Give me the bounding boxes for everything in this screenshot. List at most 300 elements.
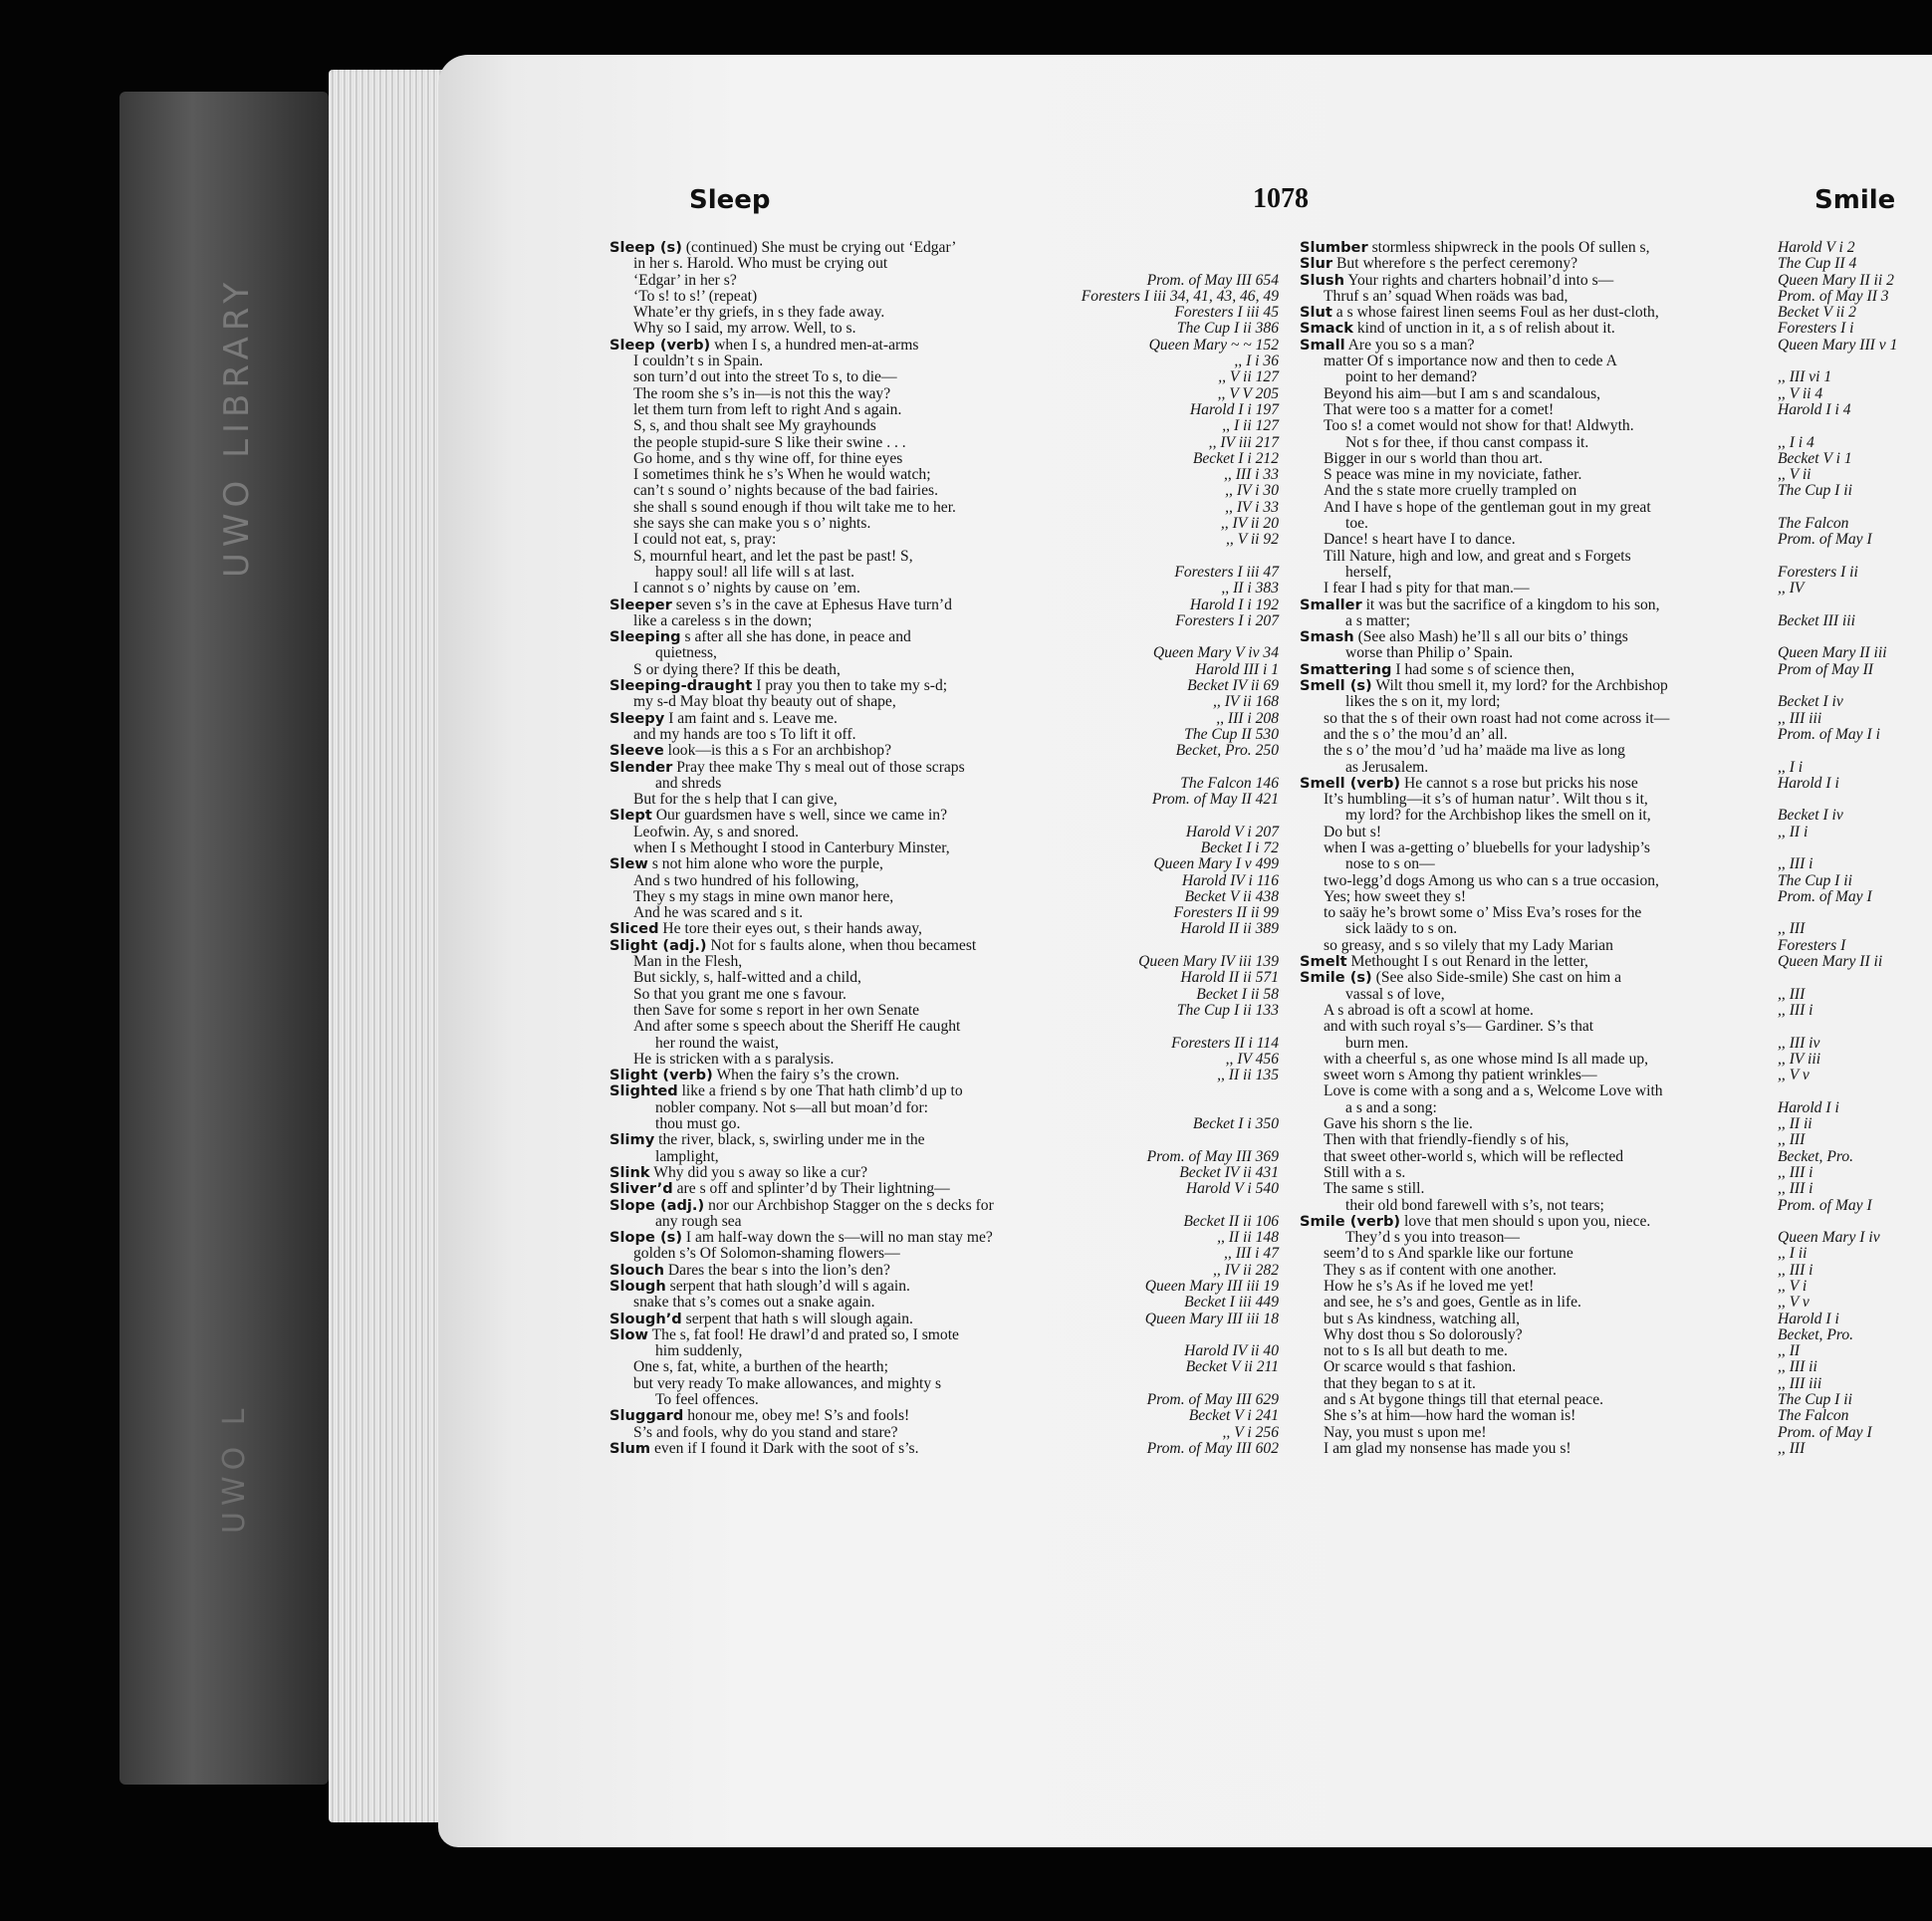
quotation: and shreds (655, 774, 722, 792)
quotation: and s At bygone things till that eternal peace. (1324, 1391, 1604, 1409)
citation-ref: ,, IV iii 217 (1208, 433, 1279, 451)
quotation: Beyond his aim—but I am s and scandalous, (1324, 384, 1601, 402)
entry-text (633, 825, 799, 840)
entry-text (609, 1132, 925, 1148)
entry-text (655, 1392, 759, 1408)
entry-text (1324, 386, 1600, 402)
citation-ref: Becket I iv (1778, 807, 1843, 825)
index-entry-line (1300, 1343, 1932, 1359)
index-entry-line (1300, 532, 1932, 548)
headword: Sleep (s) (609, 239, 682, 256)
entry-text (609, 629, 911, 645)
citation-ref: ,, III i 47 (1224, 1245, 1279, 1263)
citation-ref: ,, III i (1778, 1261, 1813, 1279)
entry-text (1324, 1181, 1424, 1197)
quotation: Leofwin. Ay, s and snored. (633, 823, 800, 840)
quotation: Not for s faults alone, when thou becamest (710, 936, 977, 954)
headword: Sleeper (609, 596, 672, 613)
citation-ref: Harold II ii 571 (1180, 969, 1279, 987)
citation-ref: Queen Mary IV iii 139 (1138, 953, 1279, 971)
entry-text (1324, 451, 1543, 467)
entry-text (1324, 889, 1466, 905)
index-entry-line (1300, 354, 1932, 369)
index-entry-line (1300, 598, 1932, 613)
index-entry-line (1300, 565, 1932, 581)
quotation: worse than Philip o’ Spain. (1345, 644, 1514, 662)
entry-text (633, 970, 861, 986)
citation-ref: ,, V V 205 (1217, 384, 1279, 402)
headword: Slouch (609, 1261, 664, 1279)
citation-ref: Queen Mary I v 499 (1153, 855, 1279, 873)
quotation: But wherefore s the perfect ceremony? (1336, 255, 1578, 273)
quotation: But sickly, s, half-witted and a child, (633, 969, 861, 987)
entry-text (1324, 1441, 1571, 1457)
index-entry-line (1300, 402, 1932, 418)
entry-text (1345, 645, 1513, 661)
entry-text (633, 905, 803, 921)
index-entry-line (609, 1279, 1279, 1295)
index-entry-line (1300, 1359, 1932, 1375)
quotation: vassal s of love, (1345, 985, 1445, 1003)
index-entry-line (1300, 1425, 1932, 1441)
quotation: she shall s sound enough if thou wilt take me to her. (633, 498, 956, 516)
index-entry-line (1300, 873, 1932, 889)
index-entry-line (609, 354, 1279, 369)
index-entry-line (1300, 240, 1932, 256)
citation-ref: ,, IV (1778, 580, 1805, 598)
quotation: a s matter; (1345, 611, 1410, 629)
citation-ref: Becket IV ii 431 (1179, 1163, 1279, 1181)
quotation: like a careless s in the down; (633, 611, 813, 629)
citation-ref: The Cup I ii 133 (1176, 1001, 1279, 1019)
quotation: with a cheerful s, as one whose mind Is all made up, (1324, 1050, 1649, 1068)
entry-text (1324, 792, 1648, 808)
quotation: Man in the Flesh, (633, 953, 743, 971)
index-entry-line (1300, 840, 1932, 856)
citation-ref: Becket V i 241 (1188, 1407, 1279, 1425)
citation-ref: Foresters II ii 99 (1173, 904, 1279, 922)
index-entry-line (609, 921, 1279, 937)
entry-text (1300, 776, 1638, 792)
index-entry-line (609, 1083, 1279, 1099)
index-entry-line (609, 1003, 1279, 1019)
index-entry-line (1300, 921, 1932, 937)
index-entry-line (609, 598, 1279, 613)
quotation: that they began to s at it. (1324, 1374, 1476, 1392)
entry-text (1324, 418, 1634, 434)
citation-ref: ,, III (1778, 920, 1806, 938)
index-entry-line (1300, 613, 1932, 629)
entry-text (1324, 1312, 1520, 1327)
quotation: like a friend s by one That hath climb’d up to (681, 1082, 963, 1100)
index-entry-line (609, 369, 1279, 385)
index-entry-line (1300, 776, 1932, 792)
quotation: And after some s speech about the Sheriff He caught (633, 1018, 961, 1036)
quotation: Still with a s. (1324, 1163, 1406, 1181)
entry-text (1324, 549, 1631, 565)
entry-text (1345, 1230, 1520, 1246)
citation-ref: Prom. of May I (1778, 531, 1872, 549)
quotation: so greasy, and s so vilely that my Lady Marian (1324, 936, 1613, 954)
left-column (609, 240, 1279, 1457)
citation-ref: ,, V ii 4 (1778, 384, 1823, 402)
quotation: Pray thee make Thy s meal out of those scraps (676, 758, 965, 776)
quotation: nobler company. Not s—all but moan’d for: (655, 1098, 928, 1116)
index-entry-line (609, 1343, 1279, 1359)
index-entry-line (1300, 451, 1932, 467)
quotation: kind of unction in it, a s of relish about it. (1356, 320, 1615, 338)
index-entry-line (609, 792, 1279, 808)
quotation: herself, (1345, 563, 1392, 581)
entry-text (1345, 1198, 1604, 1214)
entry-text (1345, 1036, 1408, 1052)
entry-text (1345, 987, 1445, 1003)
entry-text (1324, 1327, 1523, 1343)
citation-ref: ,, II ii 135 (1217, 1067, 1279, 1084)
index-entry-line (609, 1052, 1279, 1068)
quotation: when I was a-getting o’ bluebells for your ladyship’s (1324, 839, 1650, 856)
citation-ref: Queen Mary ~ ~ 152 (1148, 336, 1279, 354)
quotation: my s-d May bloat thy beauty out of shape, (633, 693, 896, 711)
quotation: serpent that hath slough’d will s again. (669, 1278, 910, 1295)
citation-ref: Harold III i 1 (1195, 660, 1279, 678)
index-entry-line (609, 402, 1279, 418)
citation-ref: ,, V ii 92 (1226, 531, 1279, 549)
entry-text (633, 1376, 941, 1392)
citation-ref: Becket, Pro. 250 (1175, 742, 1279, 760)
entry-text (1324, 354, 1617, 369)
index-entry-line (609, 613, 1279, 629)
quotation: I fear I had s pity for that man.— (1324, 580, 1530, 598)
index-entry-line (609, 256, 1279, 272)
index-entry-line (1300, 743, 1932, 759)
quotation: S, s, and thou shalt see My grayhounds (633, 417, 876, 435)
citation-ref: ,, III (1778, 1131, 1806, 1149)
quotation: Are you so s a man? (1347, 336, 1475, 354)
citation-ref: Queen Mary II ii 2 (1778, 271, 1894, 289)
entry-text (1300, 678, 1668, 694)
index-entry-line (609, 1263, 1279, 1279)
entry-text (1300, 598, 1660, 613)
index-entry-line (1300, 321, 1932, 337)
entry-text (1300, 240, 1650, 256)
entry-text (1324, 1263, 1557, 1279)
index-entry-line (1300, 678, 1932, 694)
headword: Small (1300, 336, 1345, 354)
spine-label-lower: UWO L (217, 1402, 252, 1534)
index-entry-line (1300, 1279, 1932, 1295)
quotation: that sweet other-world s, which will be reflected (1324, 1147, 1624, 1165)
index-entry-line (609, 825, 1279, 840)
index-entry-line (609, 760, 1279, 776)
index-entry-line (1300, 970, 1932, 986)
index-entry-line (609, 305, 1279, 321)
quotation: The same s still. (1324, 1180, 1425, 1198)
index-entry-line (1300, 549, 1932, 565)
running-head-right: Smile (1814, 185, 1896, 215)
page-number: 1078 (1253, 183, 1309, 214)
entry-text (655, 1343, 742, 1359)
entry-text (1345, 613, 1410, 629)
citation-ref: ,, II ii (1778, 1115, 1812, 1133)
entry-text (1345, 435, 1588, 451)
index-entry-line (609, 711, 1279, 727)
citation-ref: ,, III i 33 (1224, 466, 1279, 484)
index-entry-line (609, 483, 1279, 499)
entry-text (1300, 629, 1628, 645)
index-entry-line (1300, 1003, 1932, 1019)
quotation: nose to s on— (1345, 855, 1435, 873)
citation-ref: Foresters I i (1778, 320, 1854, 338)
entry-text (1324, 873, 1659, 889)
citation-ref: ,, I ii (1778, 1245, 1808, 1263)
entry-text (1324, 1295, 1581, 1311)
quotation: and my hands are too s To lift it off. (633, 725, 856, 743)
quotation: she says she can make you s o’ nights. (633, 515, 871, 533)
citation-ref: Prom. of May II 421 (1151, 791, 1279, 809)
entry-text (1324, 1149, 1623, 1165)
entry-text (1324, 467, 1581, 483)
citation-ref: ,, V ii (1778, 466, 1811, 484)
quotation: They’d s you into treason— (1345, 1229, 1520, 1247)
citation-ref: ,, IV i 33 (1225, 498, 1279, 516)
headword: Slush (1300, 271, 1344, 289)
citation-ref: ,, III iii (1778, 1374, 1822, 1392)
index-entry-line (609, 1230, 1279, 1246)
index-entry-line (609, 1019, 1279, 1035)
entry-text (1345, 921, 1457, 937)
quotation: Wilt thou smell it, my lord? for the Archbishop (1375, 677, 1668, 695)
index-entry-line (1300, 889, 1932, 905)
index-entry-line (1300, 435, 1932, 451)
index-entry-line (609, 1132, 1279, 1148)
quotation: They s my stags in mine own manor here, (633, 887, 894, 905)
citation-ref: ,, III iii (1778, 709, 1822, 727)
entry-text (609, 1441, 919, 1457)
citation-ref: The Cup I ii (1778, 482, 1852, 500)
headword: Slur (1300, 255, 1333, 273)
entry-text (633, 418, 876, 434)
index-entry-line (609, 954, 1279, 970)
entry-text (609, 678, 947, 694)
citation-ref: Queen Mary V iv 34 (1152, 644, 1279, 662)
citation-ref: ,, V v (1778, 1294, 1810, 1312)
headword: Smaller (1300, 596, 1362, 613)
entry-text (609, 743, 891, 759)
citation-ref: Harold I i (1778, 1310, 1839, 1327)
quotation: two-legg’d dogs Among us who can s a true occasion, (1324, 871, 1659, 889)
quotation: I am glad my nonsense has made you s! (1324, 1439, 1571, 1457)
entry-text (633, 1019, 960, 1035)
entry-text (1324, 1003, 1534, 1019)
quotation: One s, fat, white, a burthen of the hearth; (633, 1358, 888, 1376)
entry-text (633, 581, 860, 597)
citation-ref: ,, IV iii (1778, 1050, 1821, 1068)
citation-ref: ,, V i (1778, 1278, 1808, 1295)
headword: Slight (adj.) (609, 936, 707, 954)
index-entry-line (1300, 938, 1932, 954)
index-entry-line (1300, 792, 1932, 808)
entry-text (1324, 743, 1625, 759)
quotation: Your rights and charters hobnail’d into s— (1347, 271, 1614, 289)
quotation: Nay, you must s upon me! (1324, 1423, 1487, 1441)
entry-text (1324, 905, 1641, 921)
entry-text (609, 598, 952, 613)
entry-text (1324, 1425, 1487, 1441)
entry-text (655, 1116, 740, 1132)
index-entry-line (1300, 305, 1932, 321)
quotation: Why so I said, my arrow. Well, to s. (633, 320, 856, 338)
index-entry-line (1300, 1052, 1932, 1068)
index-entry-line (609, 435, 1279, 451)
index-entry-line (1300, 1408, 1932, 1424)
entry-text (633, 369, 897, 385)
citation-ref: Harold I i (1778, 774, 1839, 792)
citation-ref: The Cup II 4 (1778, 255, 1857, 273)
entry-text (609, 1230, 993, 1246)
quotation: He cannot s a rose but pricks his nose (1404, 774, 1638, 792)
citation-ref: ,, III (1778, 1439, 1806, 1457)
citation-ref: ,, I i 36 (1234, 353, 1279, 370)
citation-ref: ,, V ii 127 (1218, 368, 1279, 386)
citation-ref: ,, III i (1778, 1001, 1813, 1019)
quotation: can’t s sound o’ nights because of the bad fairies. (633, 482, 939, 500)
index-entry-line (609, 840, 1279, 856)
entry-text (1324, 727, 1508, 743)
entry-text (633, 694, 896, 710)
index-entry-line (609, 1327, 1279, 1343)
headword: Sleeping (609, 628, 681, 646)
index-entry-line (1300, 1198, 1932, 1214)
index-entry-line (609, 516, 1279, 532)
quotation: are s off and splinter’d by Their lightning— (676, 1180, 950, 1198)
index-entry-line (609, 338, 1279, 354)
quotation: him suddenly, (655, 1342, 743, 1360)
entry-text (609, 1312, 913, 1327)
quotation: She s’s at him—how hard the woman is! (1324, 1407, 1576, 1425)
citation-ref: Becket I ii 58 (1196, 985, 1279, 1003)
citation-ref: ,, IV 456 (1225, 1050, 1279, 1068)
quotation: Love is come with a song and a s, Welcome Love with (1324, 1082, 1663, 1100)
index-entry-line (609, 694, 1279, 710)
entry-text (1324, 1083, 1663, 1099)
entry-text (1345, 856, 1435, 872)
quotation: I am half-way down the s—will no man stay me? (685, 1229, 993, 1247)
index-entry-line (609, 905, 1279, 921)
headword: Slough (609, 1278, 666, 1295)
citation-ref: ,, I ii 127 (1222, 417, 1279, 435)
citation-ref: Becket III iii (1778, 611, 1855, 629)
entry-text (1324, 1392, 1603, 1408)
quotation: S’s and fools, why do you stand and stare? (633, 1423, 898, 1441)
quotation: So that you grant me one s favour. (633, 985, 846, 1003)
citation-ref: Queen Mary II ii (1778, 953, 1883, 971)
citation-ref: Queen Mary III iii 18 (1144, 1310, 1279, 1327)
citation-ref: Harold IV i 116 (1181, 871, 1279, 889)
index-entry-line (609, 1295, 1279, 1311)
citation-ref: ,, III iv (1778, 1034, 1820, 1052)
index-entry-line (1300, 711, 1932, 727)
index-entry-line (609, 565, 1279, 581)
quotation: matter Of s importance now and then to cede A (1324, 353, 1617, 370)
index-entry-line (609, 808, 1279, 824)
quotation: lamplight, (655, 1147, 719, 1165)
headword: Smattering (1300, 660, 1392, 678)
index-entry-line (1300, 386, 1932, 402)
headword: Slink (609, 1163, 650, 1181)
headword: Sleep (verb) (609, 336, 711, 354)
citation-ref: Prom. of May III 654 (1146, 271, 1279, 289)
quotation: her round the waist, (655, 1034, 779, 1052)
entry-text (609, 1408, 909, 1424)
citation-ref: Queen Mary II iii (1778, 644, 1887, 662)
entry-text (633, 549, 913, 565)
citation-ref: Prom. of May I (1778, 1196, 1872, 1214)
headword: Slough’d (609, 1310, 682, 1327)
entry-text (609, 338, 918, 354)
quotation: And he was scared and s it. (633, 904, 804, 922)
citation-ref: Harold I i 192 (1189, 596, 1279, 613)
index-entry-line (1300, 516, 1932, 532)
citation-ref: The Falcon (1778, 1407, 1849, 1425)
citation-ref: Becket V ii 2 (1778, 304, 1856, 322)
quotation: likes the s on it, my lord; (1345, 693, 1501, 711)
index-entry-line (1300, 1132, 1932, 1148)
quotation: Yes; how sweet they s! (1324, 887, 1467, 905)
entry-text (1324, 1019, 1593, 1035)
quotation: when I s Methought I stood in Canterbury Minster, (633, 839, 950, 856)
quotation: any rough sea (655, 1212, 742, 1230)
entry-text (609, 1068, 899, 1083)
index-entry-line (1300, 1100, 1932, 1116)
entry-text (655, 565, 854, 581)
entry-text (1324, 1343, 1508, 1359)
quotation: not to s Is all but death to me. (1324, 1342, 1508, 1360)
quotation: a s and a song: (1345, 1098, 1437, 1116)
entry-text (633, 792, 838, 808)
quotation: love that men should s upon you, niece. (1404, 1212, 1651, 1230)
entry-text (1324, 1359, 1516, 1375)
index-entry-line (609, 678, 1279, 694)
index-entry-line (1300, 1295, 1932, 1311)
index-entry-line (1300, 954, 1932, 970)
quotation: The room she s’s in—is not this the way? (633, 384, 891, 402)
index-entry-line (609, 273, 1279, 289)
index-entry-line (1300, 1312, 1932, 1327)
citation-ref: Foresters I iii 45 (1174, 304, 1279, 322)
quotation: look—is this a s For an archbishop? (667, 742, 891, 760)
headword: Slum (609, 1439, 651, 1457)
quotation: And the s state more cruelly trampled on (1324, 482, 1577, 500)
quotation: their old bond farewell with s’s, not tears; (1345, 1196, 1604, 1214)
entry-text (1324, 938, 1613, 954)
index-entry-line (1300, 825, 1932, 840)
quotation: Methought I s out Renard in the letter, (1350, 953, 1588, 971)
entry-text (1300, 1214, 1650, 1230)
citation-ref: The Cup I ii (1778, 871, 1852, 889)
entry-text (1345, 760, 1428, 776)
entry-text (609, 1279, 910, 1295)
entry-text (633, 1246, 900, 1262)
citation-ref: Foresters II i 114 (1171, 1034, 1279, 1052)
quotation: It’s humbling—it s’s of human natur’. Wilt thou s it, (1324, 791, 1648, 809)
index-entry-line (1300, 1246, 1932, 1262)
entry-text (1345, 565, 1391, 581)
headword: Slow (609, 1325, 649, 1343)
entry-text (1300, 305, 1659, 321)
citation-ref: Foresters I iii 47 (1174, 563, 1279, 581)
quotation: burn men. (1345, 1034, 1409, 1052)
